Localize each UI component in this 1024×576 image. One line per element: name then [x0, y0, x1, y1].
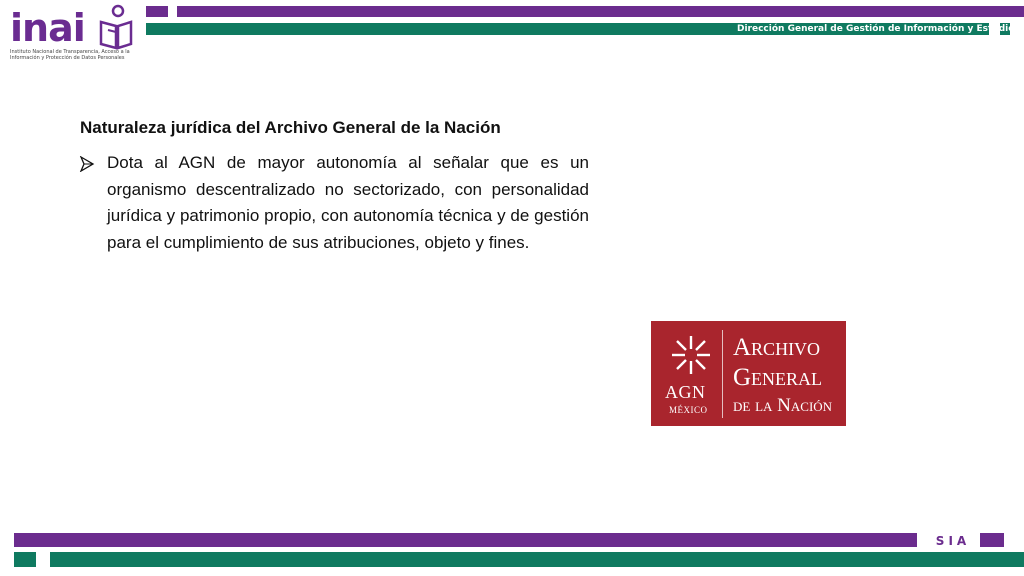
- agn-abbreviation: AGN: [665, 382, 706, 402]
- slide-title: Naturaleza jurídica del Archivo General de la Nación: [80, 118, 501, 137]
- bullet-text: Dota al AGN de mayor autonomía al señalar que es un organismo descentralizado no sectorizado, con personalidad jurídica y patrimonio propio, con autonomía técnica y de gestión para el cumplimiento de sus atribuciones, objeto y fines.: [107, 153, 589, 253]
- arrow-bullet-icon: [79, 156, 95, 172]
- inai-logo: [6, 2, 136, 66]
- footer-bar-purple-small: [980, 533, 1004, 547]
- sia-label: SIA: [935, 534, 971, 548]
- agn-burst-icon: [670, 334, 712, 376]
- footer-bar-green-main: [50, 552, 1024, 567]
- agn-country: MÉXICO: [669, 405, 708, 415]
- footer-bar-green-small: [14, 552, 36, 567]
- inai-reader-icon: [96, 4, 136, 52]
- agn-line-nacion: de la Nación: [733, 395, 833, 416]
- inai-logo-tagline: Instituto Nacional de Transparencia, Acceso a la Información y Protección de Datos Personales: [10, 49, 130, 61]
- inai-logo-word: inai: [10, 6, 85, 50]
- footer-bar-purple-main: [14, 533, 917, 547]
- agn-line-general: General: [733, 364, 823, 391]
- agn-logo: [651, 321, 846, 426]
- agn-line-archivo: Archivo: [733, 334, 821, 361]
- header-bar-purple-small: [146, 6, 168, 17]
- header-bar-purple-main: [177, 6, 1024, 17]
- agn-emblem: [660, 330, 723, 418]
- department-label: Dirección General de Gestión de Información y Estudios: [737, 24, 1020, 34]
